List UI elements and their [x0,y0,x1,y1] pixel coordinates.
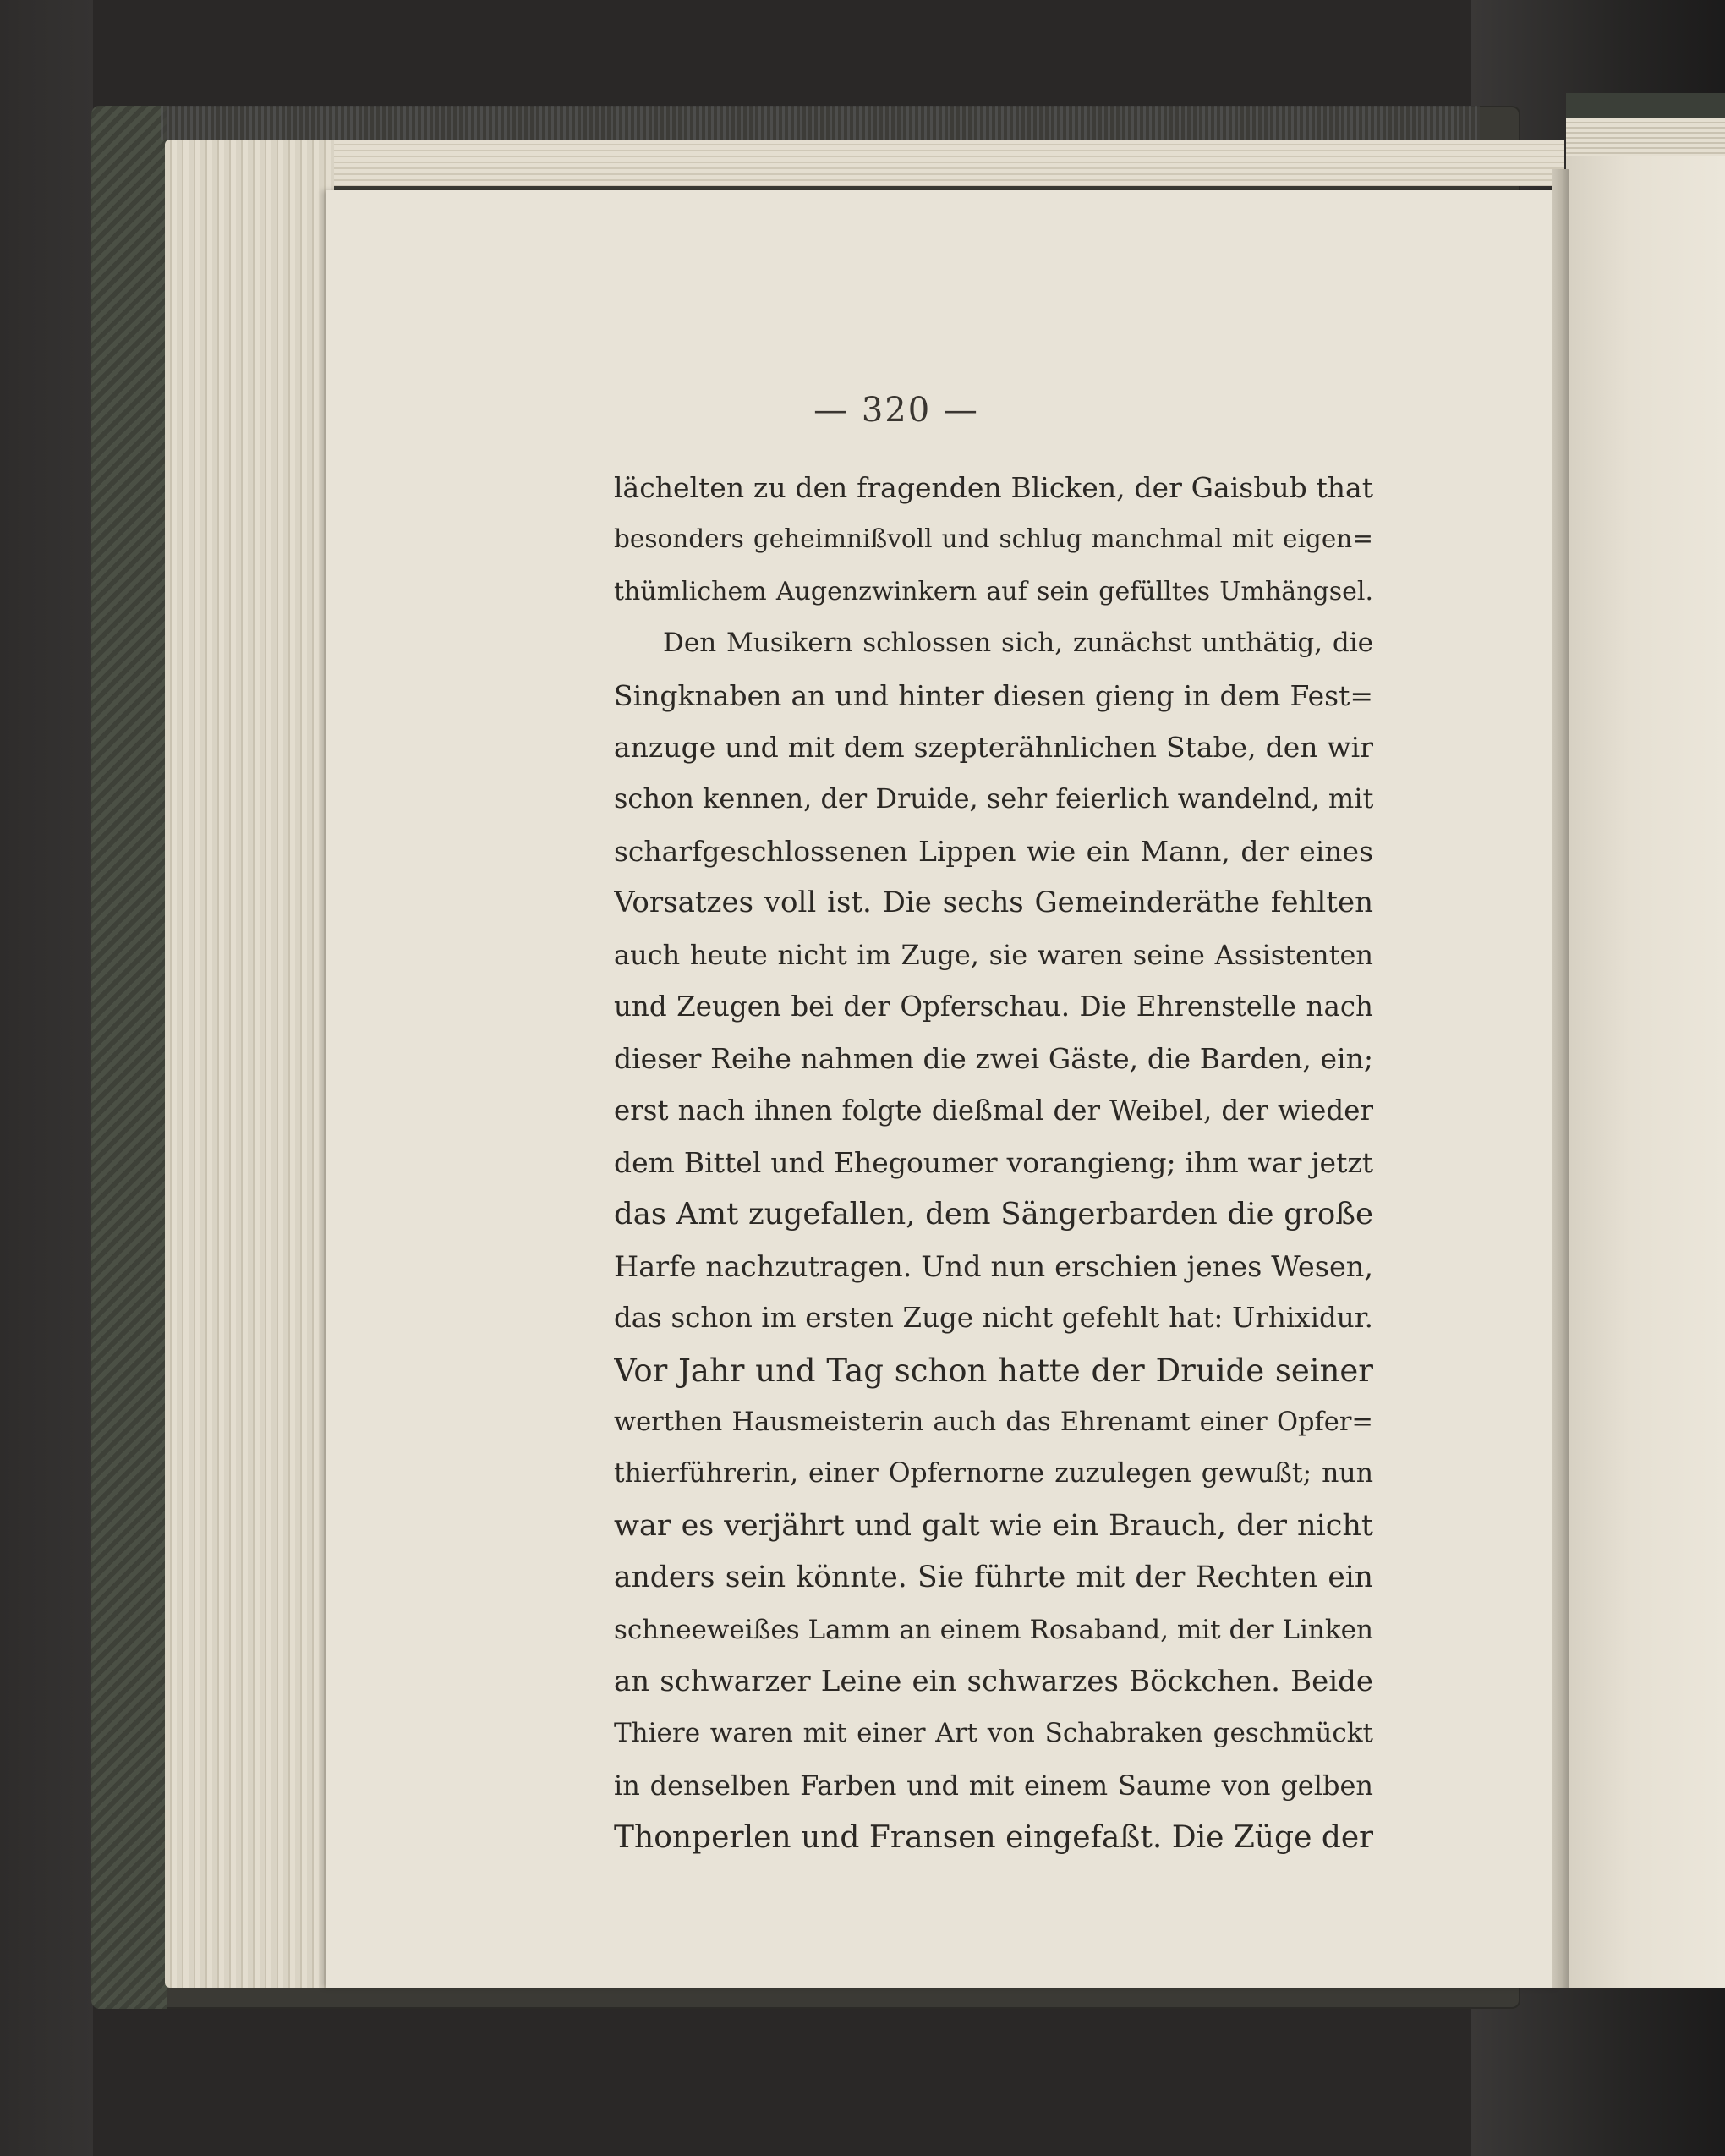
text-line: werthen Hausmeisterin auch das Ehrenamt einer Opfer= [614,1407,1373,1438]
book-cover-spine [91,106,167,2009]
text-line: Vor Jahr und Tag schon hatte der Druide seiner [614,1352,1373,1389]
text-line: schneeweißes Lamm an einem Rosaband, mit der Linken [614,1614,1373,1645]
text-line: Singknaben an und hinter diesen gieng in dem Fest= [614,678,1373,712]
text-line: Harfe nachzutragen. Und nun erschien jenes Wesen, [614,1249,1373,1283]
text-line: dem Bittel und Ehegoumer vorangieng; ihm war jetzt [614,1146,1373,1180]
text-line: besonders geheimnißvoll und schlug manchmal mit eigen= [614,524,1373,554]
text-line: anzuge und mit dem szepterähnlichen Stabe, den wir [614,730,1373,764]
page-stack-top-edges [169,140,1564,186]
text-line: das schon im ersten Zuge nicht gefehlt hat: Urhixidur. [614,1302,1373,1335]
text-line: scharfgeschlossenen Lippen wie ein Mann, der eines [614,834,1373,868]
text-line: thierführerin, einer Opfernorne zuzulegen gewußt; nun [614,1458,1373,1489]
text-line: schon kennen, der Druide, sehr feierlich wandelnd, mit [614,782,1373,815]
page-number: — 320 — [813,391,979,430]
text-line: das Amt zugefallen, dem Sängerbarden die große [614,1197,1373,1232]
text-line: und Zeugen bei der Opferschau. Die Ehrenstelle nach [614,990,1373,1023]
page-stack-side-edges [165,140,334,1988]
text-line: anders sein könnte. Sie führte mit der Rechten ein [614,1561,1373,1595]
facing-page-edges [1566,118,1725,161]
text-line: erst nach ihnen folgte dießmal der Weibel, der wieder [614,1094,1373,1127]
text-line: thümlichem Augenzwinkern auf sein gefülltes Umhängsel. [614,576,1373,606]
facing-page [1566,156,1725,1988]
text-line: Vorsatzes voll ist. Die sechs Gemeinderäthe fehlten [614,886,1373,920]
text-line: auch heute nicht im Zuge, sie waren seine Assistenten [614,938,1373,971]
text-line: Thonperlen und Fransen eingefaßt. Die Züge der [614,1820,1373,1856]
text-line: Den Musikern schlossen sich, zunächst unthätig, die [663,628,1373,659]
text-line: lächelten zu den fragenden Blicken, der Gaisbub that [614,471,1373,504]
text-line: an schwarzer Leine ein schwarzes Böckchen. Beide [614,1664,1373,1698]
page-text [614,462,1373,1864]
text-line: war es verjährt und galt wie ein Brauch, der nicht [614,1508,1373,1543]
text-line: Thiere waren mit einer Art von Schabraken geschmückt [614,1718,1373,1749]
book-cover-top [161,106,1480,140]
text-line: in denselben Farben und mit einem Saume von gelben [614,1769,1373,1802]
background-left [0,0,93,2156]
book-gutter [1552,169,1569,1988]
text-line: dieser Reihe nahmen die zwei Gäste, die Barden, ein; [614,1042,1373,1076]
